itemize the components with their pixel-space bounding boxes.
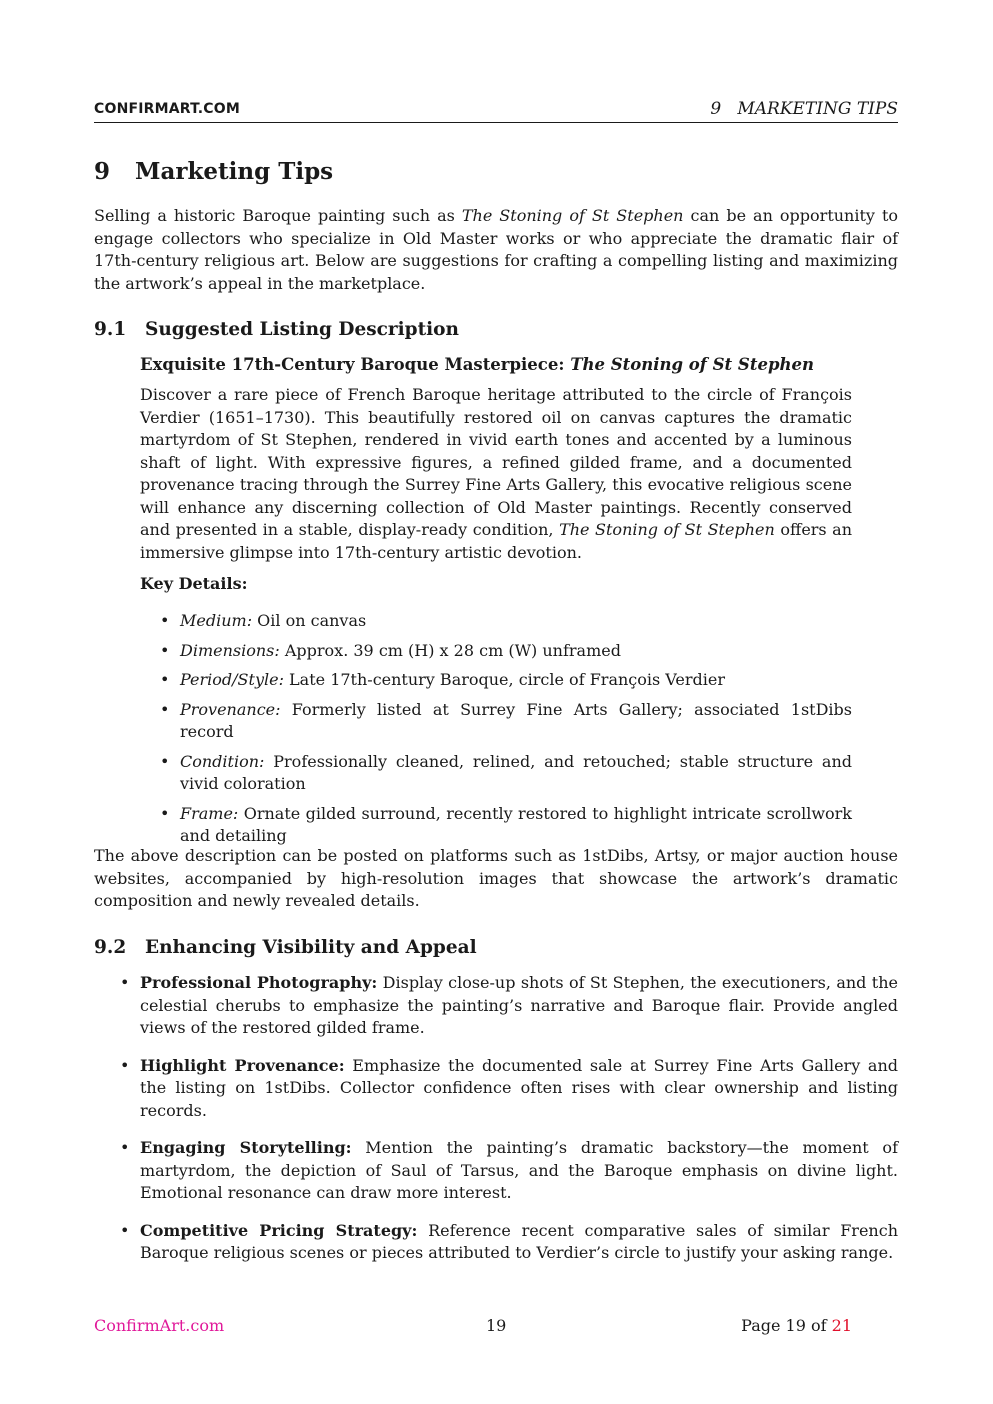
detail-value: Ornate gilded surround, recently restored to highlight intricate scrollwork and detailing	[180, 803, 852, 845]
section-number: 9	[94, 158, 111, 185]
running-header	[94, 98, 898, 123]
key-details-heading: Key Details:	[140, 574, 248, 593]
section-title: Marketing Tips	[135, 158, 334, 185]
total-pages-link[interactable]: 21	[831, 1316, 852, 1335]
intro-artwork-title: The Stoning of St Stephen	[461, 206, 684, 225]
list-item	[140, 669, 852, 692]
tip-label: Competitive Pricing Strategy:	[140, 1220, 418, 1240]
tip-text: Display close-up shots of St Stephen, the executioners, and the celestial cherubs to emphasize the painting’s narrative and Baroque flair. Provide angled views of the restored gilded frame.	[140, 973, 898, 1037]
tip-text: Reference recent comparative sales of similar French Baroque religious scenes or pieces attributed to Verdier’s circle to justify your asking range.	[140, 1220, 898, 1262]
detail-label: Frame:	[180, 803, 239, 823]
key-details-list	[140, 610, 852, 855]
subsection-title: Suggested Listing Description	[145, 319, 459, 340]
tips-list	[94, 972, 898, 1280]
description-text-end: offers an immersive glimpse into 17th-century artistic devotion.	[140, 520, 853, 562]
subsection-heading-visibility	[94, 937, 477, 958]
subsection-heading-listing	[94, 319, 459, 340]
list-item	[140, 803, 852, 848]
list-item	[140, 699, 852, 744]
detail-value: Formerly listed at Surrey Fine Arts Gallery; associated 1stDibs record	[180, 699, 852, 741]
site-logo: CONFIRMART.COM	[94, 101, 241, 117]
footer-page-number: 19	[486, 1316, 507, 1335]
listing-description	[140, 384, 852, 564]
tip-label: Engaging Storytelling:	[140, 1138, 352, 1157]
tip-label: Professional Photography:	[140, 973, 378, 992]
list-item	[94, 1137, 898, 1205]
description-text-start: Discover a rare piece of French Baroque heritage attributed to the circle of François Verdier (1651–1730). This beautifully restored oil on canvas captures the dramatic martyrdom of St Stephen, rendered in vivid earth tones and accented by a luminous shaft of light. With expressive figures, a refined gilded frame, and a documented provenance tracing through the Surrey Fine Arts Gallery, this evocative religious scene will enhance any discerning collection of Old Master paintings. Recently conserved and presented in a stable, display-ready condition,	[140, 385, 852, 539]
description-artwork-title: The Stoning of St Stephen	[559, 520, 775, 539]
tip-label: Highlight Provenance:	[140, 1055, 345, 1075]
list-item	[140, 610, 852, 633]
page-count-label: Page 19 of	[741, 1316, 832, 1335]
detail-label: Period/Style:	[180, 670, 284, 689]
list-item	[140, 751, 852, 796]
detail-value: Late 17th-century Baroque, circle of François Verdier	[283, 670, 725, 689]
detail-label: Medium:	[180, 611, 253, 630]
list-item	[140, 640, 852, 663]
detail-label: Provenance:	[180, 699, 281, 719]
tip-text: Mention the painting’s dramatic backstory—the moment of martyrdom, the depiction of Saul of Tarsus, and the Baroque emphasis on divine light. Emotional resonance can draw more interest.	[140, 1138, 898, 1202]
listing-usage-paragraph: The above description can be posted on platforms such as 1stDibs, Artsy, or major auction house websites, accompanied by high-resolution images that showcase the artwork’s dramatic composition and newly revealed details.	[94, 846, 898, 910]
detail-value: Oil on canvas	[252, 611, 367, 630]
subsection-number: 9.2	[94, 937, 127, 958]
listing-heading-artwork-title: The Stoning of St Stephen	[570, 355, 814, 374]
intro-text-end: can be an opportunity to engage collectors who specialize in Old Master works or who appreciate the dramatic flair of 17th-century religious art. Below are suggestions for crafting a compelling listing and maximizing the artwork’s appeal in the marketplace.	[94, 206, 899, 293]
tip-text: Emphasize the documented sale at Surrey Fine Arts Gallery and the listing on 1stDibs. Collector confidence often rises with clear ownership and listing records.	[140, 1055, 898, 1120]
list-item	[94, 972, 898, 1040]
list-item	[94, 1220, 898, 1265]
subsection-number: 9.1	[94, 319, 127, 340]
footer-page-count	[741, 1316, 852, 1335]
detail-value: Professionally cleaned, relined, and retouched; stable structure and vivid coloration	[180, 751, 852, 793]
intro-text-start: Selling a historic Baroque painting such as	[94, 206, 462, 225]
running-title: 9 MARKETING TIPS	[710, 99, 898, 119]
section-heading	[94, 158, 333, 185]
footer-site-link[interactable]: ConfirmArt.com	[94, 1316, 225, 1335]
detail-value: Approx. 39 cm (H) x 28 cm (W) unframed	[279, 640, 621, 660]
listing-heading-text: Exquisite 17th-Century Baroque Masterpiece:	[140, 355, 571, 374]
detail-label: Dimensions:	[180, 640, 280, 660]
detail-label: Condition:	[180, 751, 265, 771]
intro-paragraph	[94, 205, 898, 295]
listing-heading	[140, 355, 814, 374]
subsection-title: Enhancing Visibility and Appeal	[145, 937, 477, 958]
list-item	[94, 1055, 898, 1123]
